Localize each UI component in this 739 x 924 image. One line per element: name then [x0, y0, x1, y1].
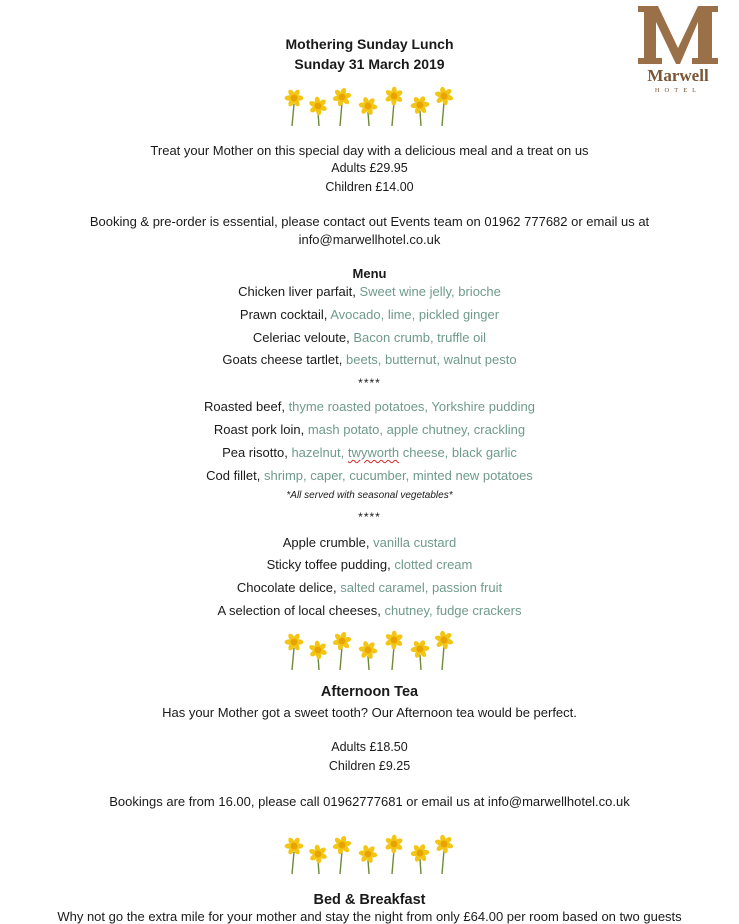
daffodil-icon [358, 844, 377, 874]
logo-subtitle: HOTEL [654, 87, 702, 94]
daffodil-icon [410, 843, 429, 874]
daffodil-icon [308, 844, 327, 874]
daffodil-icon [332, 631, 351, 670]
menu-item: A selection of local cheeses, chutney, fudge crackers [217, 603, 522, 618]
menu-item: Chocolate delice, salted caramel, passion fruit [236, 580, 503, 595]
daffodil-icon [434, 86, 453, 126]
menu-heading: Menu [352, 266, 387, 281]
logo-wordmark: Marwell [647, 66, 709, 85]
menu-item: Cod fillet, shrimp, caper, cucumber, minted new potatoes [206, 468, 533, 483]
booking-email: info@marwellhotel.co.uk [298, 232, 441, 247]
menu-item: Celeriac veloute, Bacon crumb, truffle oil [252, 330, 487, 345]
daffodil-row-icon [280, 832, 460, 876]
daffodil-icon [332, 87, 351, 126]
afternoon-tea-booking: Bookings are from 16.00, please call 01962777681 or email us at info@marwellhotel.co.uk [109, 794, 630, 809]
daffodil-icon [332, 835, 351, 874]
afternoon-tea-adults-price: Adults £18.50 [331, 740, 408, 754]
menu-item: Prawn cocktail, Avocado, lime, pickled ginger [239, 307, 500, 322]
afternoon-tea-text: Has your Mother got a sweet tooth? Our Afternoon tea would be perfect. [162, 705, 577, 720]
daffodil-icon [410, 95, 429, 126]
spellcheck-word: twyworth [347, 445, 400, 460]
daffodil-icon [358, 96, 377, 126]
menu-item: Pea risotto, hazelnut, twyworth cheese, black garlic [222, 445, 517, 460]
bnb-text: Why not go the extra mile for your mother and stay the night from only £64.00 per room based on two guests [57, 909, 682, 924]
menu-item: Roast pork loin, mash potato, apple chutney, crackling [213, 422, 526, 437]
daffodil-icon [285, 837, 304, 874]
menu-item: Chicken liver parfait, Sweet wine jelly, brioche [238, 284, 501, 299]
menu-item: Sticky toffee pudding, clotted cream [266, 557, 473, 572]
daffodil-icon [308, 96, 327, 126]
daffodil-icon [358, 640, 377, 670]
menu-separator: **** [358, 510, 381, 524]
page-date: Sunday 31 March 2019 [294, 56, 445, 72]
daffodil-icon [434, 834, 453, 874]
intro-children-price: Children £14.00 [325, 180, 414, 194]
bnb-title: Bed & Breakfast [313, 892, 426, 908]
daffodil-icon [285, 89, 304, 126]
daffodil-icon [434, 630, 453, 670]
menu-item: Goats cheese tartlet, beets, butternut, walnut pesto [222, 352, 517, 367]
menu-item: Apple crumble, vanilla custard [282, 535, 457, 550]
daffodil-icon [410, 639, 429, 670]
afternoon-tea-children-price: Children £9.25 [328, 759, 411, 773]
booking-line-1: Booking & pre-order is essential, please contact out Events team on 01962 777682 or email us at [89, 214, 650, 229]
daffodil-icon [384, 631, 403, 670]
menu-item: Roasted beef, thyme roasted potatoes, Yorkshire pudding [203, 399, 536, 414]
menu-separator: **** [358, 376, 381, 390]
menu-note: *All served with seasonal vegetables* [286, 490, 453, 501]
daffodil-icon [285, 633, 304, 670]
daffodil-icon [384, 835, 403, 874]
intro-adults-price: Adults £29.95 [331, 161, 408, 175]
daffodil-icon [308, 640, 327, 670]
daffodil-row-icon [280, 84, 460, 128]
page-title: Mothering Sunday Lunch [285, 36, 454, 52]
intro-text: Treat your Mother on this special day with a delicious meal and a treat on us [150, 143, 589, 158]
afternoon-tea-title: Afternoon Tea [320, 684, 419, 700]
daffodil-row-icon [280, 628, 460, 672]
daffodil-icon [384, 87, 403, 126]
